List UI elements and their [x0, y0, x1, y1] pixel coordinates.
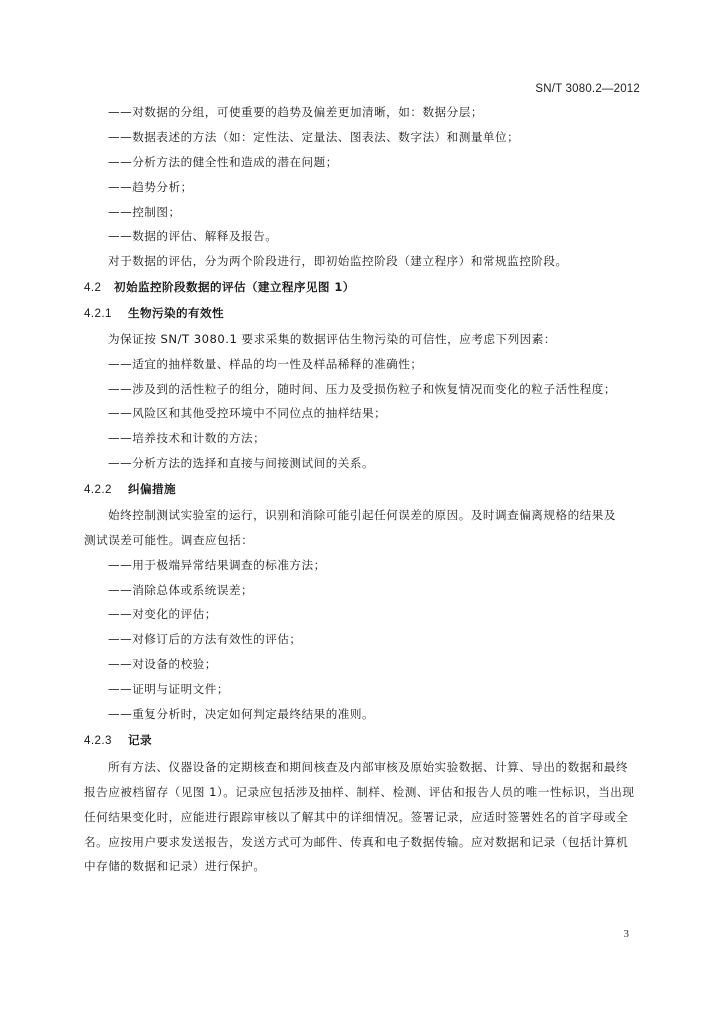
- list-item: ——培养技术和计数的方法；: [108, 431, 266, 445]
- list-item: ——消除总体或系统误差；: [108, 583, 254, 597]
- record-paragraph-line: 所有方法、仪器设备的定期核查和期间核查及内部审核及原始实验数据、计算、导出的数据和最终: [108, 760, 629, 774]
- section-number: 4.2.1: [84, 307, 112, 320]
- record-paragraph-line: 中存储的数据和记录）进行保护。: [84, 859, 266, 873]
- record-paragraph-line: 任何结果变化时，应能进行跟踪审核以了解其中的详细情况。签署记录，应适时签署姓名的首字母或全: [84, 810, 629, 824]
- section-number: 4.2.2: [84, 483, 112, 496]
- section-title: 记录: [128, 733, 152, 747]
- section-heading-4-2: [84, 279, 355, 296]
- list-item: ——分析方法的选择和直接与间接测试间的关系。: [108, 456, 375, 470]
- intro-item: ——对数据的分组，可使重要的趋势及偏差更加清晰，如：数据分层；: [108, 105, 483, 119]
- section-number: 4.2: [84, 281, 102, 294]
- list-item: ——适宜的抽样数量、样品的均一性及样品稀释的准确性；: [108, 357, 423, 371]
- intro-item: ——数据的评估、解释及报告。: [108, 229, 278, 243]
- section-lead-continuation: 测试误差可能性。调查应包括：: [84, 533, 254, 547]
- standard-code: SN/T 3080.2—2012: [535, 83, 640, 95]
- list-item: ——风险区和其他受控环境中不同位点的抽样结果；: [108, 406, 387, 420]
- list-item: ——涉及到的活性粒子的组分，随时间、压力及受损伤粒子和恢复情况而变化的粒子活性程度；: [108, 382, 616, 396]
- section-title: 初始监控阶段数据的评估（建立程序见图 1）: [114, 280, 355, 294]
- intro-item: ——数据表述的方法（如：定性法、定量法、图表法、数字法）和测量单位；: [108, 130, 520, 144]
- section-lead: 为保证按 SN/T 3080.1 要求采集的数据评估生物污染的可信性，应考虑下列因素：: [108, 332, 556, 346]
- list-item: ——用于极端异常结果调查的标准方法；: [108, 558, 326, 572]
- intro-paragraph: 对于数据的评估，分为两个阶段进行，即初始监控阶段（建立程序）和常规监控阶段。: [108, 254, 568, 268]
- list-item: ——对修订后的方法有效性的评估；: [108, 632, 302, 646]
- list-item: ——对设备的校验；: [108, 657, 217, 671]
- intro-item: ——分析方法的健全性和造成的潜在问题；: [108, 155, 338, 169]
- section-title: 生物污染的有效性: [128, 306, 224, 320]
- intro-item: ——趋势分析；: [108, 180, 193, 194]
- section-heading-4-2-3: [84, 732, 152, 749]
- record-paragraph-line: 名。应按用户要求发送报告，发送方式可为邮件、传真和电子数据传输。应对数据和记录（包括计算机: [84, 835, 629, 849]
- section-heading-4-2-2: [84, 481, 176, 498]
- page-number: 3: [623, 928, 629, 940]
- section-heading-4-2-1: [84, 305, 224, 322]
- list-item: ——对变化的评估；: [108, 607, 217, 621]
- intro-item: ——控制图；: [108, 205, 181, 219]
- section-title: 纠偏措施: [128, 482, 176, 496]
- section-number: 4.2.3: [84, 734, 112, 747]
- record-paragraph-line: 报告应被档留存（见图 1）。记录应包括涉及抽样、制样、检测、评估和报告人员的唯一性标识，当出现: [84, 785, 635, 799]
- list-item: ——重复分析时，决定如何判定最终结果的准则。: [108, 707, 375, 721]
- list-item: ——证明与证明文件；: [108, 682, 229, 696]
- section-lead: 始终控制测试实验室的运行，识别和消除可能引起任何误差的原因。及时调查偏离规格的结果及: [108, 508, 616, 522]
